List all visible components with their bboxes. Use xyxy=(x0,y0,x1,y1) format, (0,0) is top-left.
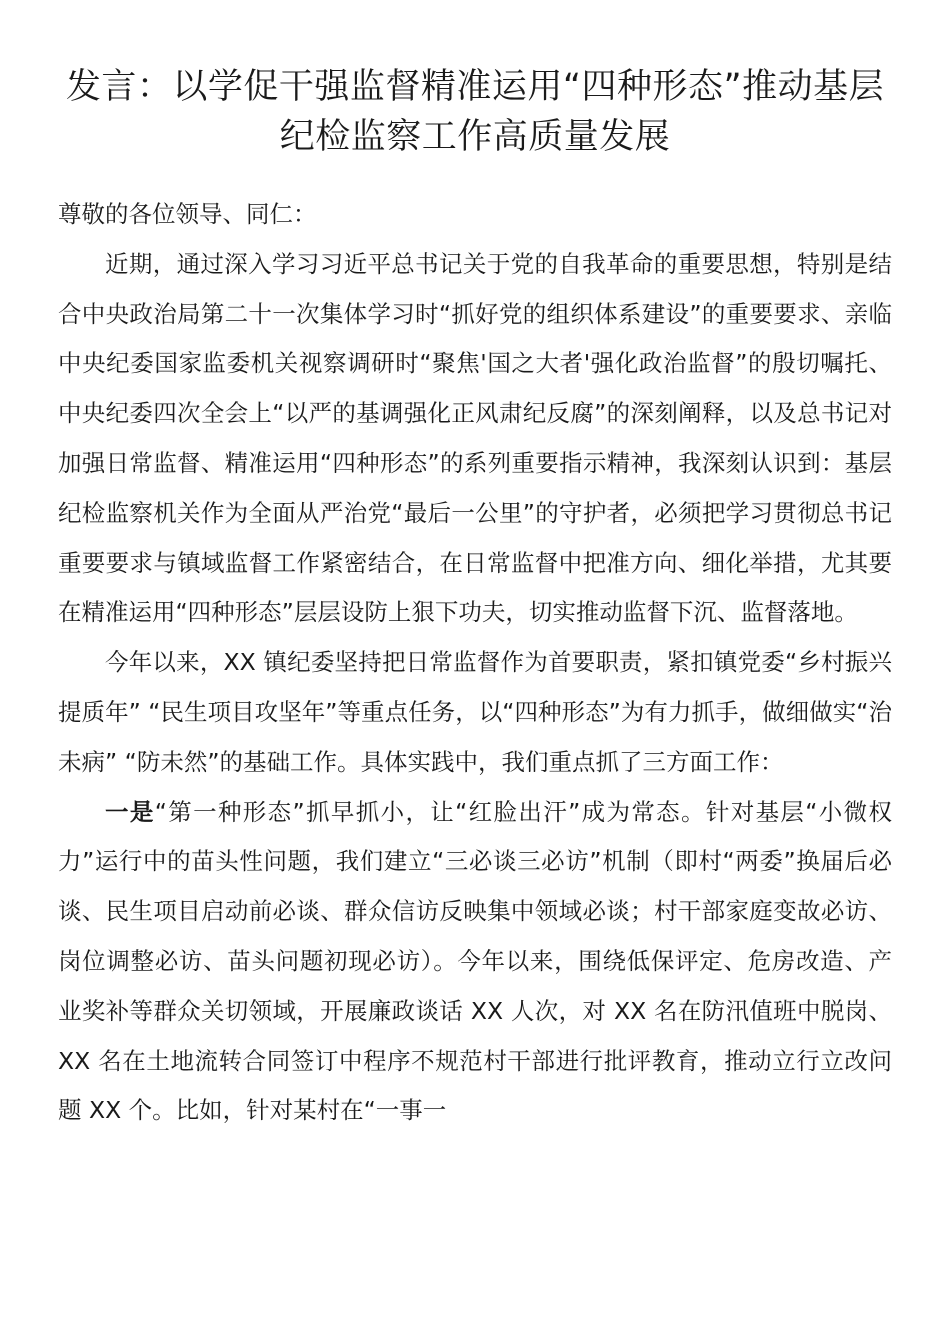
paragraph-3-text: “第一种形态”抓早抓小，让“红脸出汗”成为常态。针对基层“小微权力”运行中的苗头性问题，我们建立“三必谈三必访”机制（即村“两委”换届后必谈、民生项目启动前必谈、群众信访反映集中领域必谈；村干部家庭变故必访、岗位调整必访、苗头问题初现必访）。今年以来，围绕低保评定、危房改造、产业奖补等群众关切领域，开展廉政谈话 XX 人次，对 XX 名在防汛值班中脱岗、XX 名在土地流转合同签订中程序不规范村干部进行批评教育，推动立行立改问题 XX 个。比如，针对某村在“一事一 xyxy=(58,797,893,1125)
document-title: 发言：以学促干强监督精准运用“四种形态”推动基层纪检监察工作高质量发展 xyxy=(65,67,885,157)
paragraph-2-text: 今年以来，XX 镇纪委坚持把日常监督作为首要职责，紧扣镇党委“乡村振兴提质年” “民生项目攻坚年”等重点任务，以“四种形态”为有力抓手，做细做实“治未病” “防未然”的基础工作。具体实践中，我们重点抓了三方面工作： xyxy=(58,648,892,776)
document-body xyxy=(58,190,892,1136)
paragraph-1-text: 近期，通过深入学习习近平总书记关于党的自我革命的重要思想，特别是结合中央政治局第二十一次集体学习时“抓好党的组织体系建设”的重要要求、亲临中央纪委国家监委机关视察调研时“聚焦'国之大者'强化政治监督”的殷切嘱托、中央纪委四次全会上“以严的基调强化正风肃纪反腐”的深刻阐释，以及总书记对加强日常监督、精准运用“四种形态”的系列重要指示精神，我深刻认识到：基层纪检监察机关作为全面从严治党“最后一公里”的守护者，必须把学习贯彻总书记重要要求与镇域监督工作紧密结合，在日常监督中把准方向、细化举措，尤其要在精准运用“四种形态”层层设防上狠下功夫，切实推动监督下沉、监督落地。 xyxy=(58,249,892,627)
paragraph-3 xyxy=(58,788,892,1137)
paragraph-1 xyxy=(58,240,892,638)
paragraph-3-lead: 一是 xyxy=(105,797,155,826)
salutation: 尊敬的各位领导、同仁： xyxy=(58,200,317,228)
paragraph-2 xyxy=(58,638,892,787)
